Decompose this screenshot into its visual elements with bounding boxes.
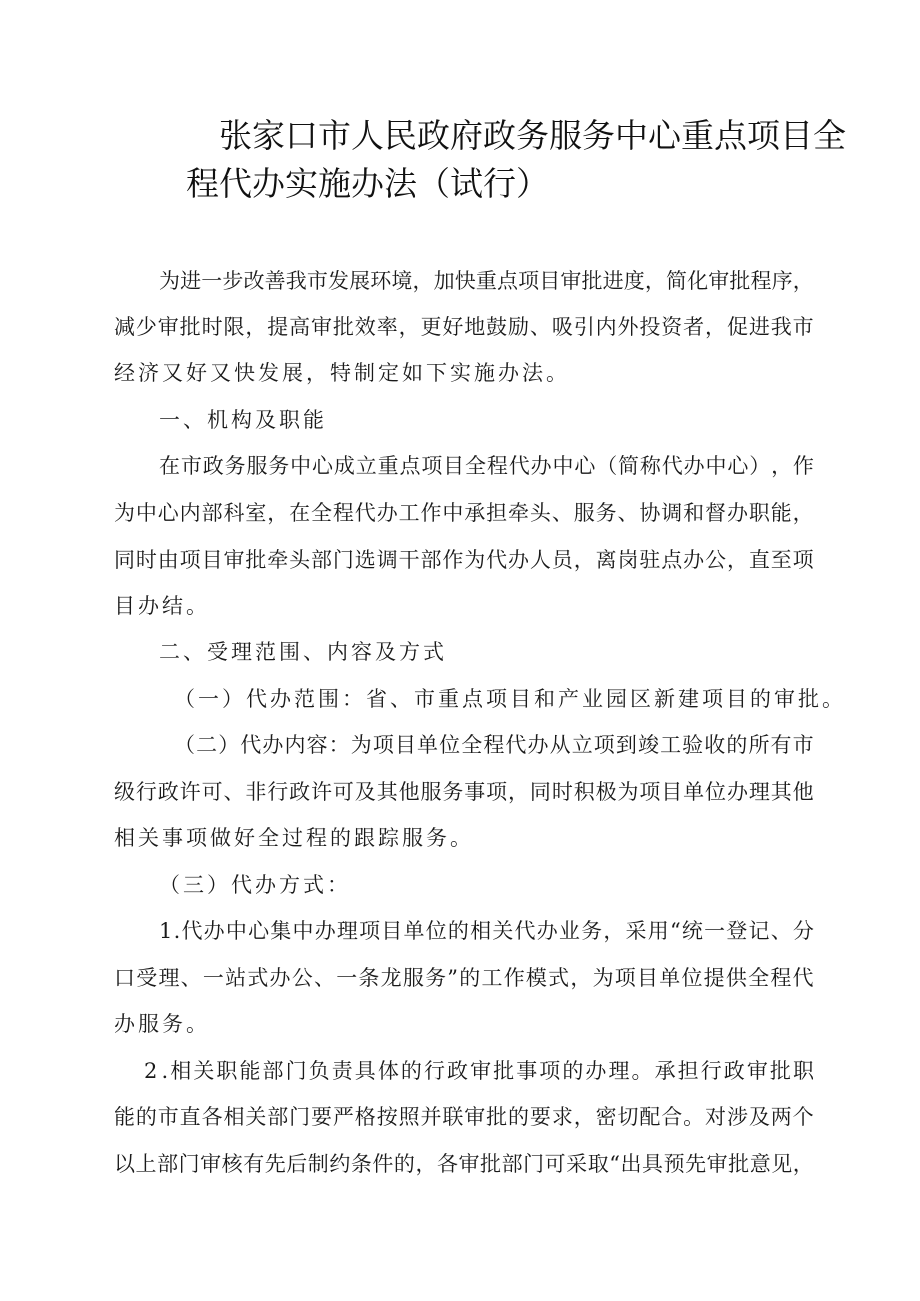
body-line: 为 进 一 步 改 善 我 市 发 展 环 境 ， 加 快 重 点 项 目 审 批 进 度 ， 简 化 审 批 程 序 ，	[159, 269, 814, 293]
body-line: 二、受理范围、内容及方式	[159, 640, 447, 664]
body-line: 减 少 审 批 时 限 ， 提 高 审 批 效 率 ， 更 好 地 鼓 励 、 吸 引 内 外 投 资 者 ， 促 进 我 市	[114, 315, 814, 339]
body-line: 经济又好又快发展，特制定如下实施办法。	[114, 361, 570, 385]
document-title	[186, 112, 846, 208]
body-line: 能 的 市 直 各 相 关 部 门 要 严 格 按 照 并 联 审 批 的 要 求 ， 密 切 配 合 。 对 涉 及 两 个	[114, 1105, 814, 1129]
body-line: （ 二 ） 代 办 内 容 ： 为 项 目 单 位 全 程 代 办 从 立 项 到 竣 工 验 收 的 所 有 市	[174, 733, 814, 757]
title-line-1: 张家口市人民政府政务服务中心重点项目全	[219, 116, 846, 155]
body-line: 相关事项做好全过程的跟踪服务。	[114, 826, 474, 850]
body-line: 在 市 政 务 服 务 中 心 成 立 重 点 项 目 全 程 代 办 中 心 （ 简 称 代 办 中 心 ） ， 作	[159, 454, 814, 478]
body-line: 1 . 代 办 中 心 集 中 办 理 项 目 单 位 的 相 关 代 办 业 务 ， 采 用 “ 统 一 登 记 、 分	[159, 919, 814, 943]
body-line: 为 中 心 内 部 科 室 ， 在 全 程 代 办 工 作 中 承 担 牵 头 、 服 务 、 协 调 和 督 办 职 能 ，	[114, 501, 814, 525]
body-line: 办服务。	[114, 1012, 210, 1036]
body-line: 级 行 政 许 可 、 非 行 政 许 可 及 其 他 服 务 事 项 ， 同 时 积 极 为 项 目 单 位 办 理 其 他	[114, 780, 814, 804]
body-line: 以 上 部 门 审 核 有 先 后 制 约 条 件 的 ， 各 审 批 部 门 可 采 取 “ 出 具 预 先 审 批 意 见 ，	[114, 1152, 814, 1176]
body-line: 2 . 相 关 职 能 部 门 负 责 具 体 的 行 政 审 批 事 项 的 办 理 。 承 担 行 政 审 批 职	[144, 1059, 814, 1083]
title-line-2: 程代办实施办法（试行）	[186, 164, 549, 203]
body-line: 一、机构及职能	[159, 408, 327, 432]
body-line: 口 受 理 、 一 站 式 办 公 、 一 条 龙 服 务 ” 的 工 作 模 式 ， 为 项 目 单 位 提 供 全 程 代	[114, 966, 814, 990]
body-line: （三）代办方式：	[159, 873, 351, 897]
body-line: 同 时 由 项 目 审 批 牵 头 部 门 选 调 干 部 作 为 代 办 人 员 ， 离 岗 驻 点 办 公 ， 直 至 项	[114, 548, 814, 572]
body-line: （一）代办范围：省、市重点项目和产业园区新建项目的审批。	[174, 687, 846, 711]
body-line: 目办结。	[114, 594, 210, 618]
